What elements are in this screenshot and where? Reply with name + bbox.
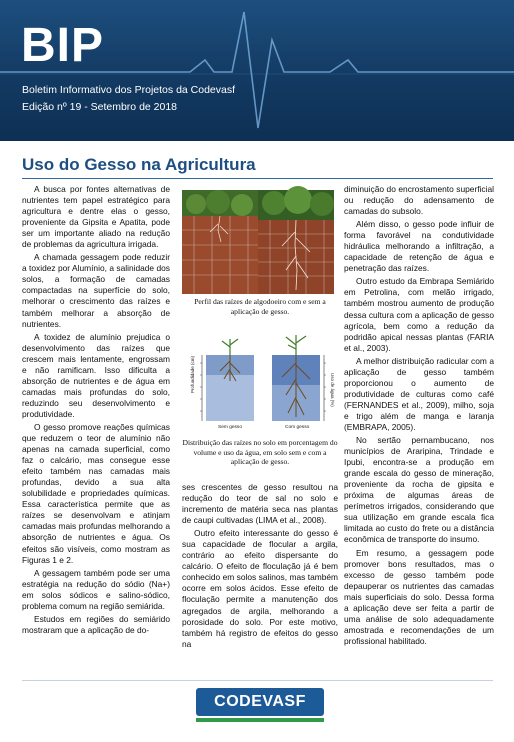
paragraph: A gessagem também pode ser uma estratégia na redução do sódio (Na+) em solos sódicos e salino-sódico, problema comum na região semiárida. [22, 567, 170, 611]
bip-logo: BIP [21, 19, 105, 72]
codevasf-logo [196, 688, 324, 716]
left-axis-label: Profundidade (cm) [190, 355, 195, 393]
paragraph: Estudos em regiões do semiárido mostraram que a aplicação de do- [22, 613, 170, 635]
paragraph: O gesso promove reações químicas que reduzem o teor de alumínio não apenas na camada superficial, como faz o calcário, mas consegue esse efeito também nas camadas mais profundas, devido a sua alta solubilidade e propriedades químicas. Essa característica permite que as raízes se desenvolvam e atinjam camadas mais profundas melhorando a absorção de nutrientes e água. Os efeitos são visíveis, como mostram as Figuras 1 e 2. [22, 421, 170, 565]
right-axis-label: Uso de água (%) [330, 373, 335, 407]
paragraph: Além disso, o gesso pode influir de forma favorável na condutividade hidráulica melhorando a infiltração, a capacidade de retenção de água e penetração das raízes. [344, 219, 494, 274]
paragraph: A chamada gessagem pode reduzir a toxidez por Alumínio, a salinidade dos solos, a formação de camadas compactadas na superfície do solo, melhorar o crescimento das raízes e também melhorar a absorção de nutrientes. [22, 252, 170, 329]
paragraph: A melhor distribuição radicular com a aplicação de gesso também proporcionou o aumento de produtividade de culturas como café (FERNANDES et al., 2009), milho, soja e trigo além de manga e laranja (EMBRAPA, 2005). [344, 355, 494, 432]
paragraph: ses crescentes de gesso resultou na redução do teor de sal no solo e incremento de matéria seca nas plantas de caupi cultivadas (LIMA et al., 2008). [182, 482, 338, 526]
root-distribution-diagram [188, 333, 334, 433]
cotton-roots-photo-without-gypsum [182, 190, 258, 294]
header-banner [0, 0, 514, 141]
paragraph: diminuição do encrostamento superficial ou redução do adensamento de camadas do subsolo. [344, 184, 494, 217]
newsletter-subtitle: Boletim Informativo dos Projetos da Codevasf [22, 84, 236, 96]
article-column-3 [344, 184, 494, 649]
paragraph: A toxidez de alumínio prejudica o desenvolvimento das raízes que crescem mais lentamente, engrossam e não ramificam. Isso dificulta a absorção de nutrientes e de água em camadas mais profundas do solo, reduzindo seu desenvolvimento e produtividade. [22, 331, 170, 419]
codevasf-logo-text: CODEVASF [214, 693, 306, 710]
paragraph: Em resumo, a gessagem pode promover bons resultados, mas o excesso de gesso também pode depauperar os nutrientes das camadas mais superficiais do solo. Dessa forma a aplicação deve ser feita a partir de uma análise de solo adequadamente amostrada e recomendações de um profissional habilitado. [344, 547, 494, 646]
label-without-gypsum: Sem gesso [218, 425, 242, 430]
paragraph: No sertão pernambucano, nos municípios de Araripina, Trindade e Ipubi, encontra-se a produção em grande escala do gesso de mineração, proveniente da rocha de gipsita e próxima de algumas áreas de perímetros irrigados, considerando que sua utilização em grande escala fica limitada ao custo do frete ou a distância econômica de transporte do insumo. [344, 435, 494, 545]
figure-2-caption: Distribuição das raízes no solo em porcentagem do volume e uso da água, em solo sem e com a aplicação de gesso. [182, 438, 338, 467]
codevasf-logo-stripe [196, 718, 324, 722]
article-column-1 [22, 184, 170, 638]
label-with-gypsum: Com gesso [285, 425, 310, 430]
figure-1-caption: Perfil das raízes de algodoeiro com e sem a aplicação de gesso. [194, 297, 326, 316]
paragraph: Outro efeito interessante do gesso é sua capacidade de flocular a argila, contrário ao efeito dispersante do calcário. O efeito de floculação já é bem conhecido em solos salinos, mas também ocorre em solos ácidos. Esse efeito de floculação permite a manutenção dos agregados de argila, melhorando a porosidade do solo. Por este motivo, também há registro de efeitos do gesso na [182, 528, 338, 649]
paragraph: A busca por fontes alternativas de nutrientes tem papel estratégico para agricultura e dentre elas o gesso, proveniente da Gipsita e Apatita, pode ser um importante aliado na redução de problemas da agricultura irrigada. [22, 184, 170, 250]
cotton-roots-photo-with-gypsum [258, 190, 334, 294]
title-divider [22, 178, 493, 179]
article-column-2 [182, 482, 338, 652]
article-title: Uso do Gesso na Agricultura [22, 155, 256, 174]
edition-label: Edição nº 19 - Setembro de 2018 [22, 101, 178, 113]
footer-divider [22, 680, 493, 681]
paragraph: Outro estudo da Embrapa Semiárido em Petrolina, com melão irrigado, também mostrou aumento de produção dessa cultura com a aplicação de gesso agrícola, bem como a redução da podridão apical nessas plantas (FARIA et al., 2003). [344, 276, 494, 353]
